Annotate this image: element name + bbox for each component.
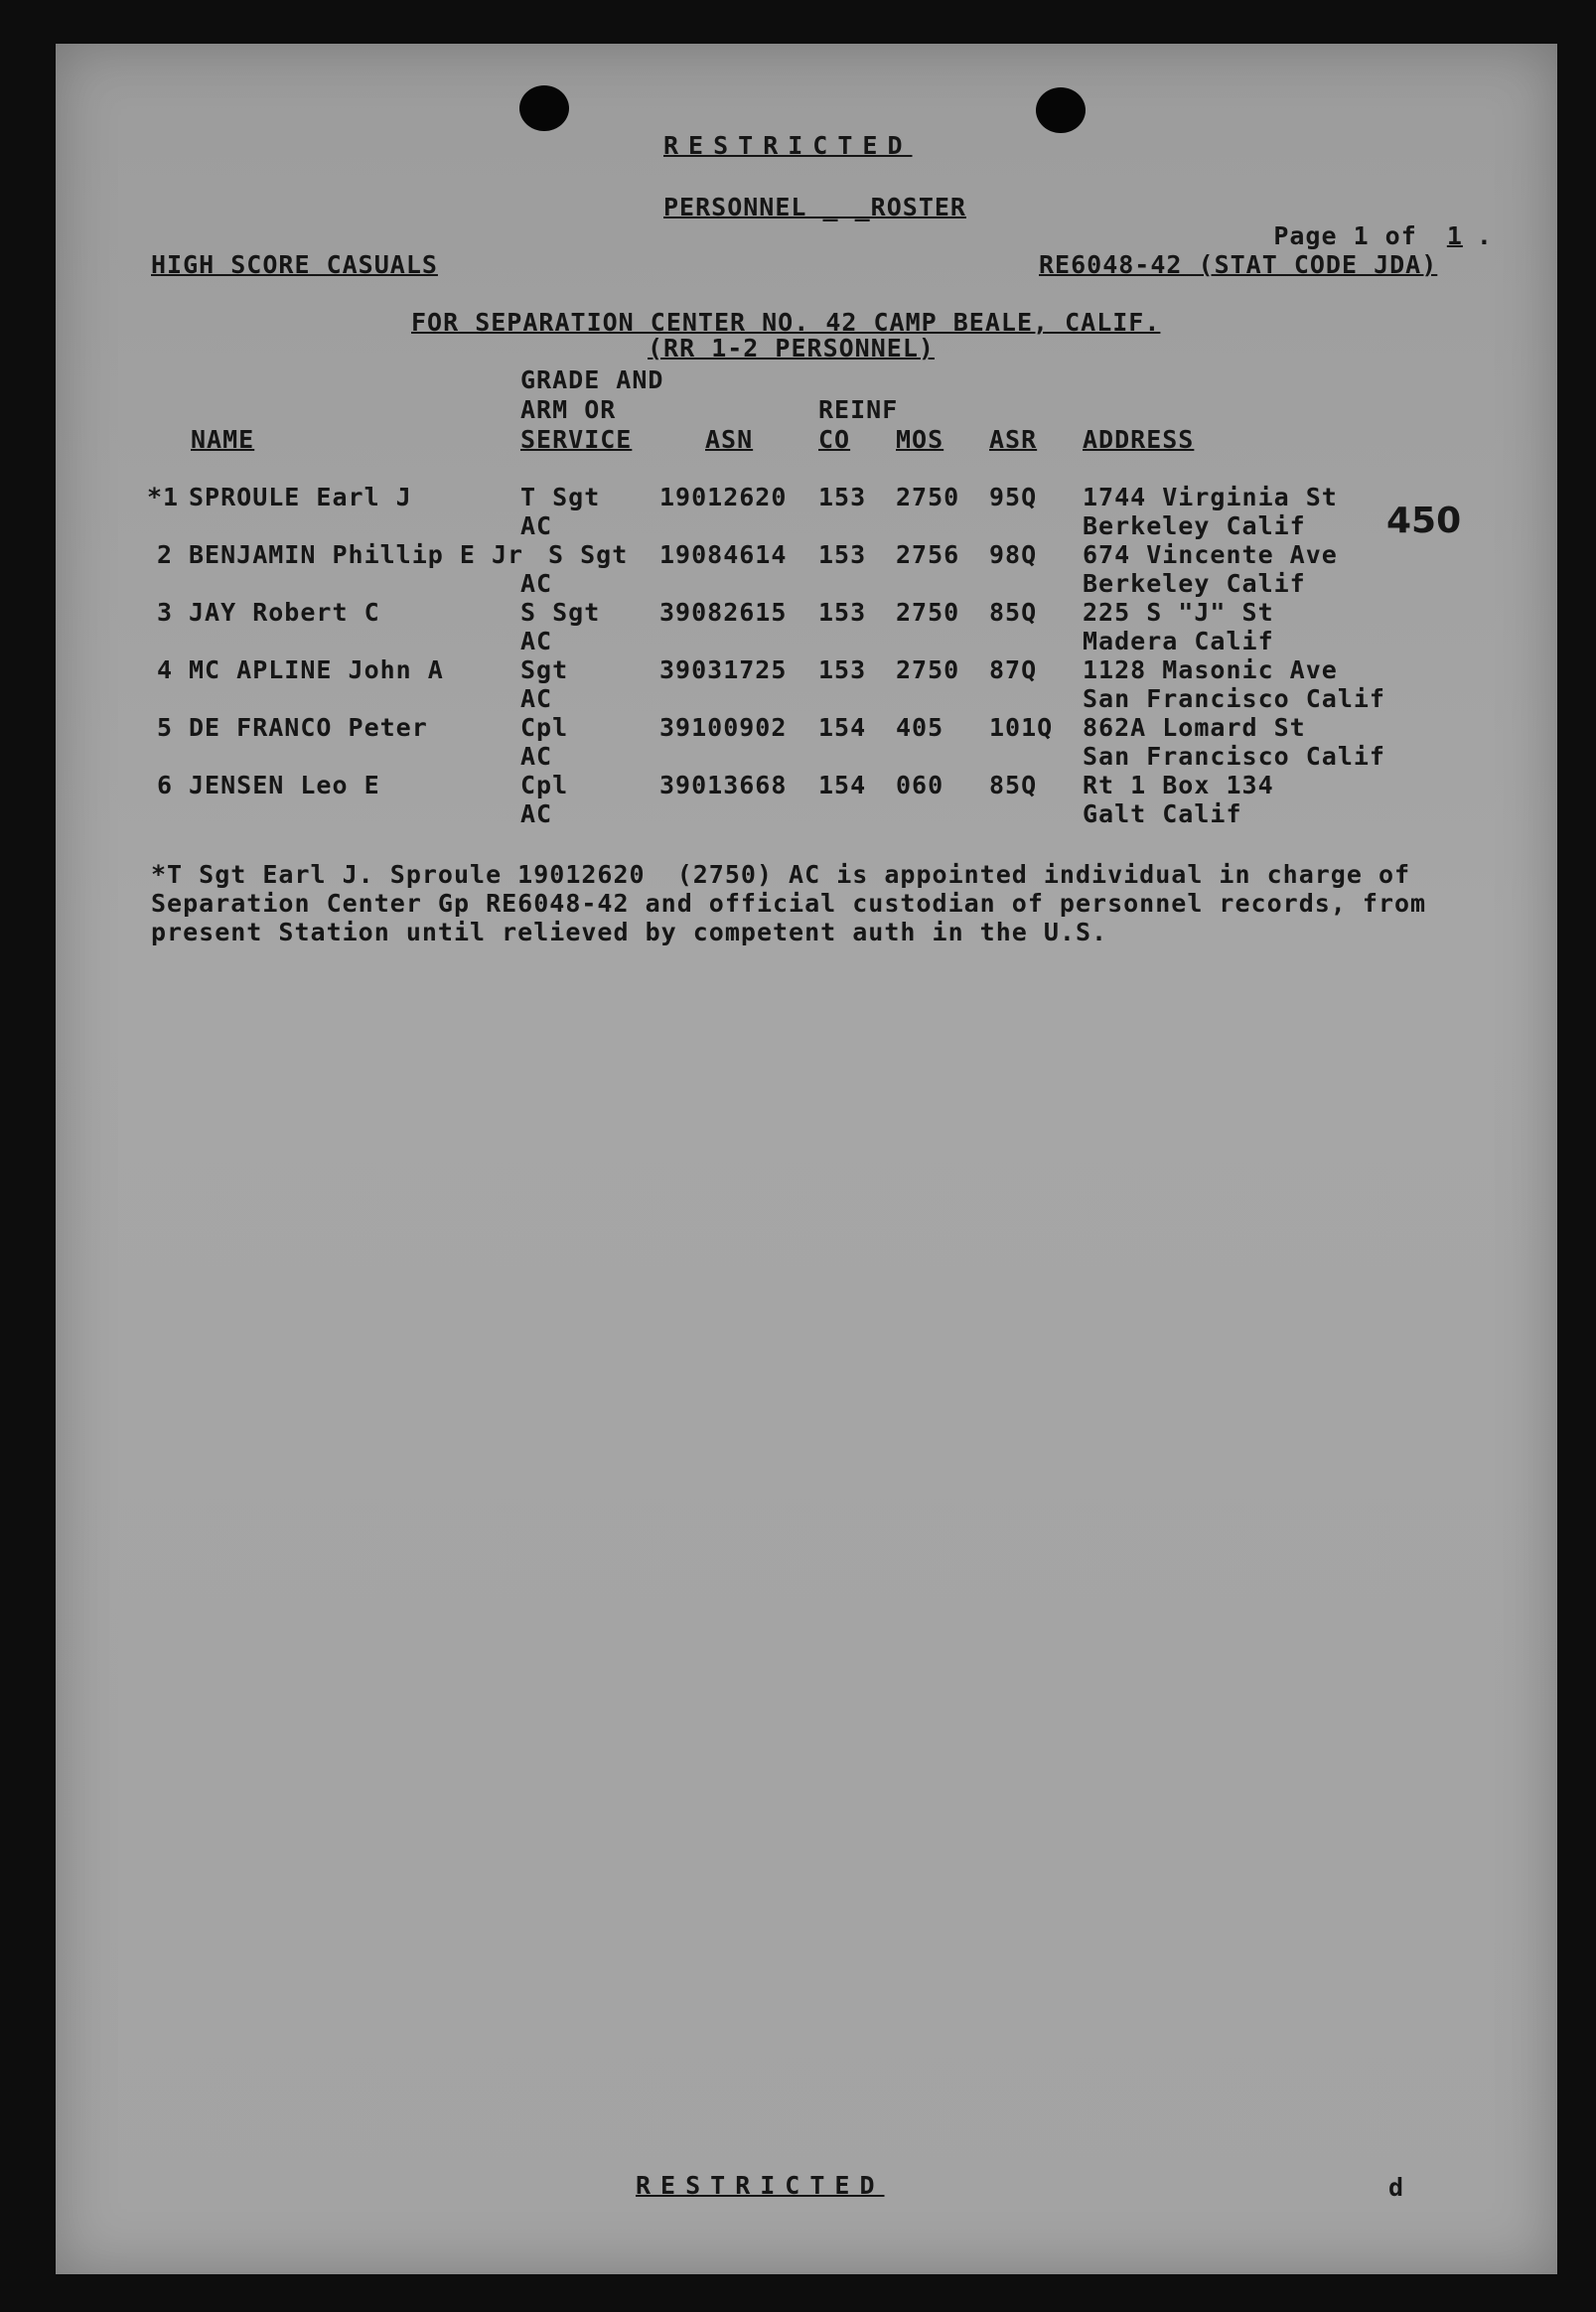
row-address-line2: Berkeley Calif xyxy=(1083,569,1306,598)
row-address-line1: 674 Vincente Ave xyxy=(1083,540,1338,569)
row-grade: S Sgt xyxy=(548,540,629,569)
row-grade: S Sgt xyxy=(520,598,601,627)
row-asn: 39031725 xyxy=(659,655,788,684)
row-asn: 39100902 xyxy=(659,713,788,742)
footnote-line1: *T Sgt Earl J. Sproule 19012620 (2750) AC is appointed individual in charge of xyxy=(151,860,1411,889)
row-co: 153 xyxy=(818,598,867,627)
row-name: SPROULE Earl J xyxy=(189,483,412,511)
destination: FOR SEPARATION CENTER NO. 42 CAMP BEALE, CALIF. xyxy=(411,308,1161,337)
row-address-line1: 225 S "J" St xyxy=(1083,598,1274,627)
row-address-line2: Berkeley Calif xyxy=(1083,511,1306,540)
group-code: RE6048-42 (STAT CODE JDA) xyxy=(1039,250,1438,279)
row-co: 154 xyxy=(818,713,867,742)
row-arm: AC xyxy=(520,684,553,713)
row-asn: 19084614 xyxy=(659,540,788,569)
row-number: *1 xyxy=(147,483,180,511)
row-number: 3 xyxy=(157,598,174,627)
row-address-line2: San Francisco Calif xyxy=(1083,742,1385,771)
row-address-line1: 1128 Masonic Ave xyxy=(1083,655,1338,684)
row-name: DE FRANCO Peter xyxy=(189,713,428,742)
row-grade: T Sgt xyxy=(520,483,601,511)
classification-bottom: RESTRICTED xyxy=(636,2171,885,2200)
row-asn: 39013668 xyxy=(659,771,788,799)
row-mos: 2750 xyxy=(896,483,960,511)
column-name: NAME xyxy=(191,425,255,454)
row-grade: Cpl xyxy=(520,771,569,799)
personnel-class: (RR 1-2 PERSONNEL) xyxy=(648,334,935,362)
row-name: JENSEN Leo E xyxy=(189,771,380,799)
column-asr: ASR xyxy=(989,425,1038,454)
row-address-line2: Madera Calif xyxy=(1083,627,1274,655)
roster-table xyxy=(56,483,1557,840)
side-number: 450 xyxy=(1386,501,1462,541)
row-mos: 405 xyxy=(896,713,944,742)
row-co: 153 xyxy=(818,483,867,511)
row-address-line1: Rt 1 Box 134 xyxy=(1083,771,1274,799)
row-name: JAY Robert C xyxy=(189,598,380,627)
row-asn: 19012620 xyxy=(659,483,788,511)
row-arm: AC xyxy=(520,742,553,771)
row-address-line1: 862A Lomard St xyxy=(1083,713,1306,742)
row-address-line2: San Francisco Calif xyxy=(1083,684,1385,713)
row-grade: Sgt xyxy=(520,655,569,684)
row-asr: 98Q xyxy=(989,540,1038,569)
punch-hole-right xyxy=(1036,87,1086,133)
row-arm: AC xyxy=(520,569,553,598)
table-row xyxy=(56,540,1557,598)
row-co: 153 xyxy=(818,655,867,684)
row-mos: 2750 xyxy=(896,598,960,627)
row-asn: 39082615 xyxy=(659,598,788,627)
page-total: 1 xyxy=(1446,221,1463,250)
row-name: BENJAMIN Phillip E Jr xyxy=(189,540,524,569)
page-label: Page 1 of xyxy=(1273,221,1433,250)
footnote-line3: present Station until relieved by competent auth in the U.S. xyxy=(151,918,1108,946)
row-arm: AC xyxy=(520,511,553,540)
row-number: 6 xyxy=(157,771,174,799)
row-asr: 101Q xyxy=(989,713,1054,742)
column-reinf: REINF xyxy=(818,395,899,424)
table-row xyxy=(56,771,1557,828)
row-mos: 2756 xyxy=(896,540,960,569)
column-grade-line1: GRADE AND xyxy=(520,365,664,394)
column-co: CO xyxy=(818,425,851,454)
column-grade-line2: ARM OR xyxy=(520,395,617,424)
row-asr: 95Q xyxy=(989,483,1038,511)
row-name: MC APLINE John A xyxy=(189,655,444,684)
row-asr: 87Q xyxy=(989,655,1038,684)
row-grade: Cpl xyxy=(520,713,569,742)
row-arm: AC xyxy=(520,799,553,828)
row-arm: AC xyxy=(520,627,553,655)
column-asn: ASN xyxy=(705,425,754,454)
table-row xyxy=(56,713,1557,771)
row-co: 154 xyxy=(818,771,867,799)
table-row xyxy=(56,655,1557,713)
classification-top: RESTRICTED xyxy=(663,131,913,160)
row-number: 5 xyxy=(157,713,174,742)
punch-hole-left xyxy=(519,85,569,131)
page-period: . xyxy=(1476,221,1493,250)
row-mos: 2750 xyxy=(896,655,960,684)
group-name: HIGH SCORE CASUALS xyxy=(151,250,438,279)
column-grade-line3: SERVICE xyxy=(520,425,633,454)
column-mos: MOS xyxy=(896,425,944,454)
row-address-line2: Galt Calif xyxy=(1083,799,1242,828)
document-page xyxy=(56,44,1557,2274)
row-asr: 85Q xyxy=(989,771,1038,799)
column-address: ADDRESS xyxy=(1083,425,1195,454)
table-row xyxy=(56,483,1557,540)
roster-title: PERSONNEL _ _ROSTER xyxy=(663,193,966,221)
row-address-line1: 1744 Virginia St xyxy=(1083,483,1338,511)
row-mos: 060 xyxy=(896,771,944,799)
table-row xyxy=(56,598,1557,655)
corner-mark: d xyxy=(1388,2173,1405,2202)
row-asr: 85Q xyxy=(989,598,1038,627)
row-co: 153 xyxy=(818,540,867,569)
row-number: 4 xyxy=(157,655,174,684)
row-number: 2 xyxy=(157,540,174,569)
footnote-line2: Separation Center Gp RE6048-42 and official custodian of personnel records, from xyxy=(151,889,1427,918)
